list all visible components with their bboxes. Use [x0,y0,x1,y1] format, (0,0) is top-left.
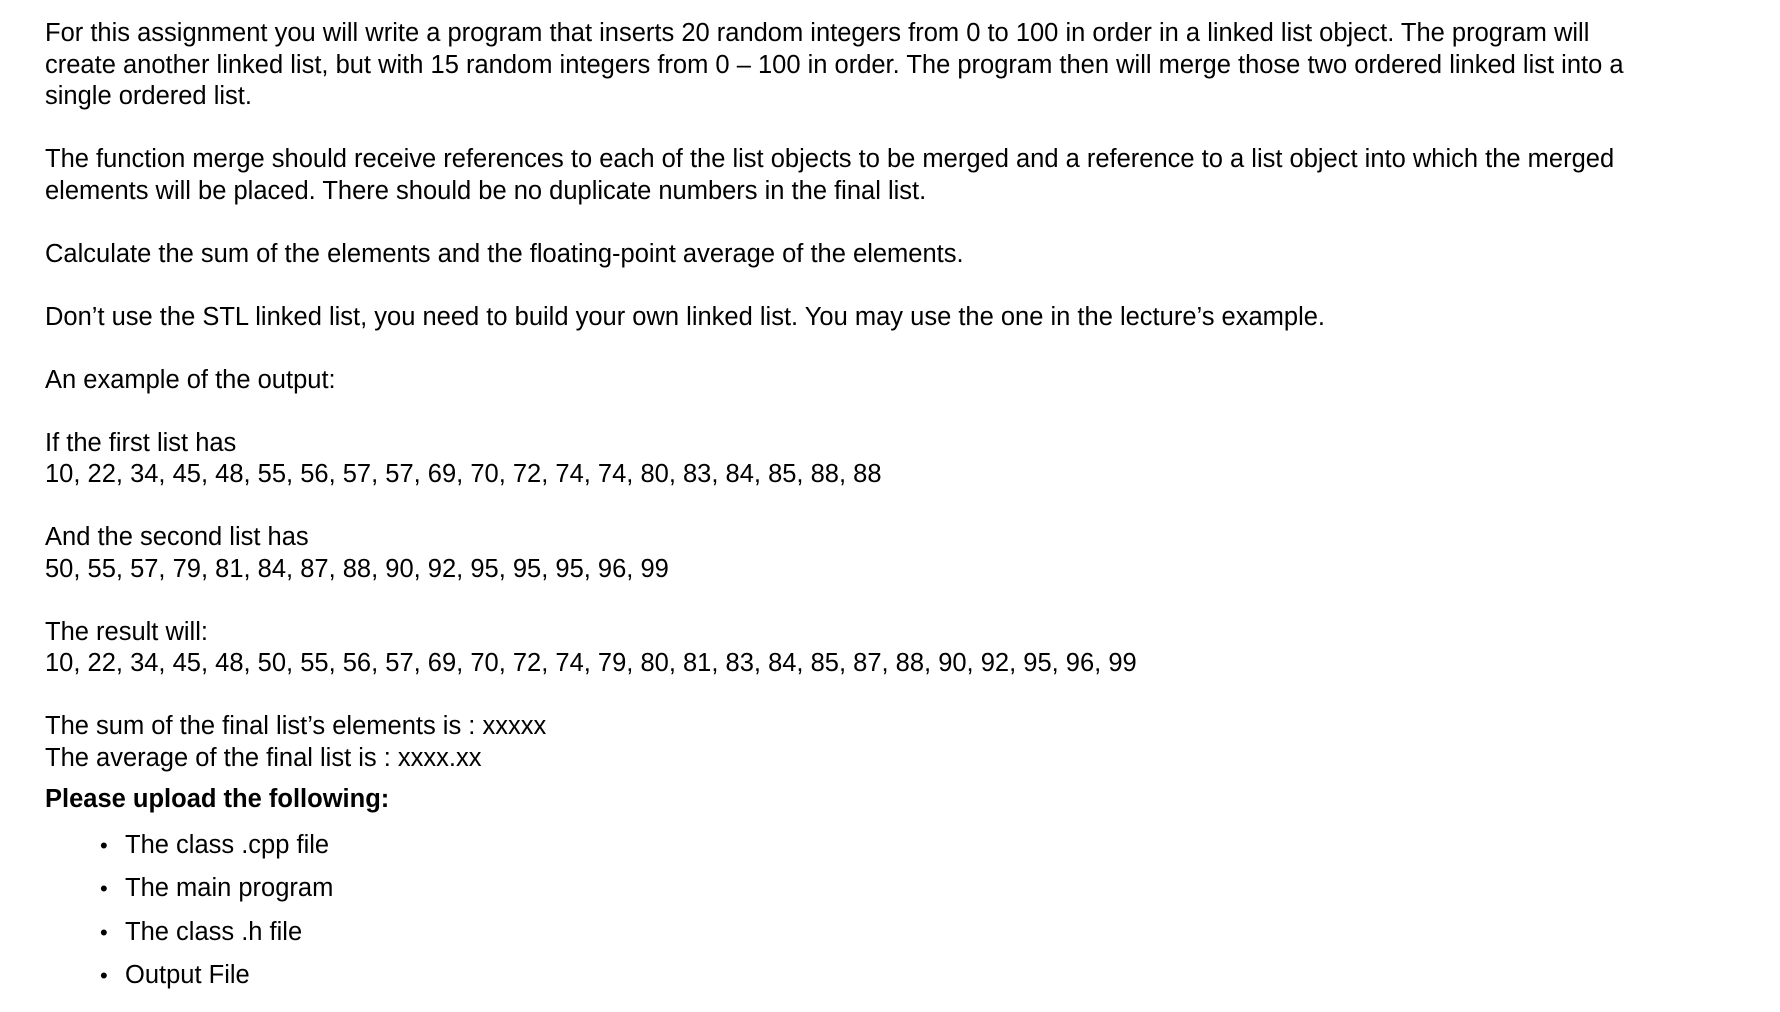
upload-item-header [100,917,1745,961]
second-list-values: 50, 55, 57, 79, 81, 84, 87, 88, 90, 92, 95, 95, 95, 96, 99 [45,554,669,583]
first-list-block [45,428,1745,491]
example-intro-paragraph [45,365,1745,397]
calculate-text: Calculate the sum of the elements and the floating-point average of the elements. [45,239,964,268]
result-block [45,617,1745,680]
intro-line-3: single ordered list. [45,82,252,110]
merge-line-1: The function merge should receive references to each of the list objects to be merged and a reference to a list object into which the merged [45,145,1615,173]
merge-line-2: elements will be placed. There should be no duplicate numbers in the final list. [45,176,927,205]
upload-list [45,830,1745,1004]
second-list-block [45,522,1745,585]
calculate-paragraph [45,239,1745,271]
intro-paragraph [45,18,1745,113]
stl-note-text: Don’t use the STL linked list, you need to build your own linked list. You may use the one in the lecture’s example. [45,302,1326,331]
example-intro-text: An example of the output: [45,365,336,394]
upload-item-label: Output File [125,961,250,989]
bullet-icon: • [100,876,108,901]
assignment-document [45,18,1745,1004]
upload-item-label: The class .h file [125,917,303,946]
first-list-label: If the first list has [45,428,237,457]
result-label: The result will: [45,617,208,646]
upload-item-main [100,873,1745,917]
summary-block [45,711,1745,774]
sum-line: The sum of the final list’s elements is : xxxxx [45,712,547,740]
upload-heading: Please upload the following: [45,785,390,813]
intro-line-1: For this assignment you will write a program that inserts 20 random integers from 0 to 100 in order in a linked list object. The program will [45,19,1590,47]
average-line: The average of the final list is : xxxx.xx [45,743,482,772]
upload-item-label: The class .cpp file [125,830,330,859]
upload-item-label: The main program [125,874,334,902]
upload-item-cpp [100,830,1745,874]
merge-paragraph [45,144,1745,207]
bullet-icon: • [100,963,108,988]
stl-note-paragraph [45,302,1745,334]
upload-item-output [100,960,1745,1004]
intro-line-2: create another linked list, but with 15 random integers from 0 – 100 in order. The program then will merge those two ordered linked list into a [45,50,1624,79]
bullet-icon: • [100,919,108,945]
result-values: 10, 22, 34, 45, 48, 50, 55, 56, 57, 69, 70, 72, 74, 79, 80, 81, 83, 84, 85, 87, 88, 90, 92, 95, 96, 99 [45,649,1137,677]
bullet-icon: • [100,832,108,858]
second-list-label: And the second list has [45,523,309,551]
first-list-values: 10, 22, 34, 45, 48, 55, 56, 57, 57, 69, 70, 72, 74, 74, 80, 83, 84, 85, 88, 88 [45,460,882,488]
